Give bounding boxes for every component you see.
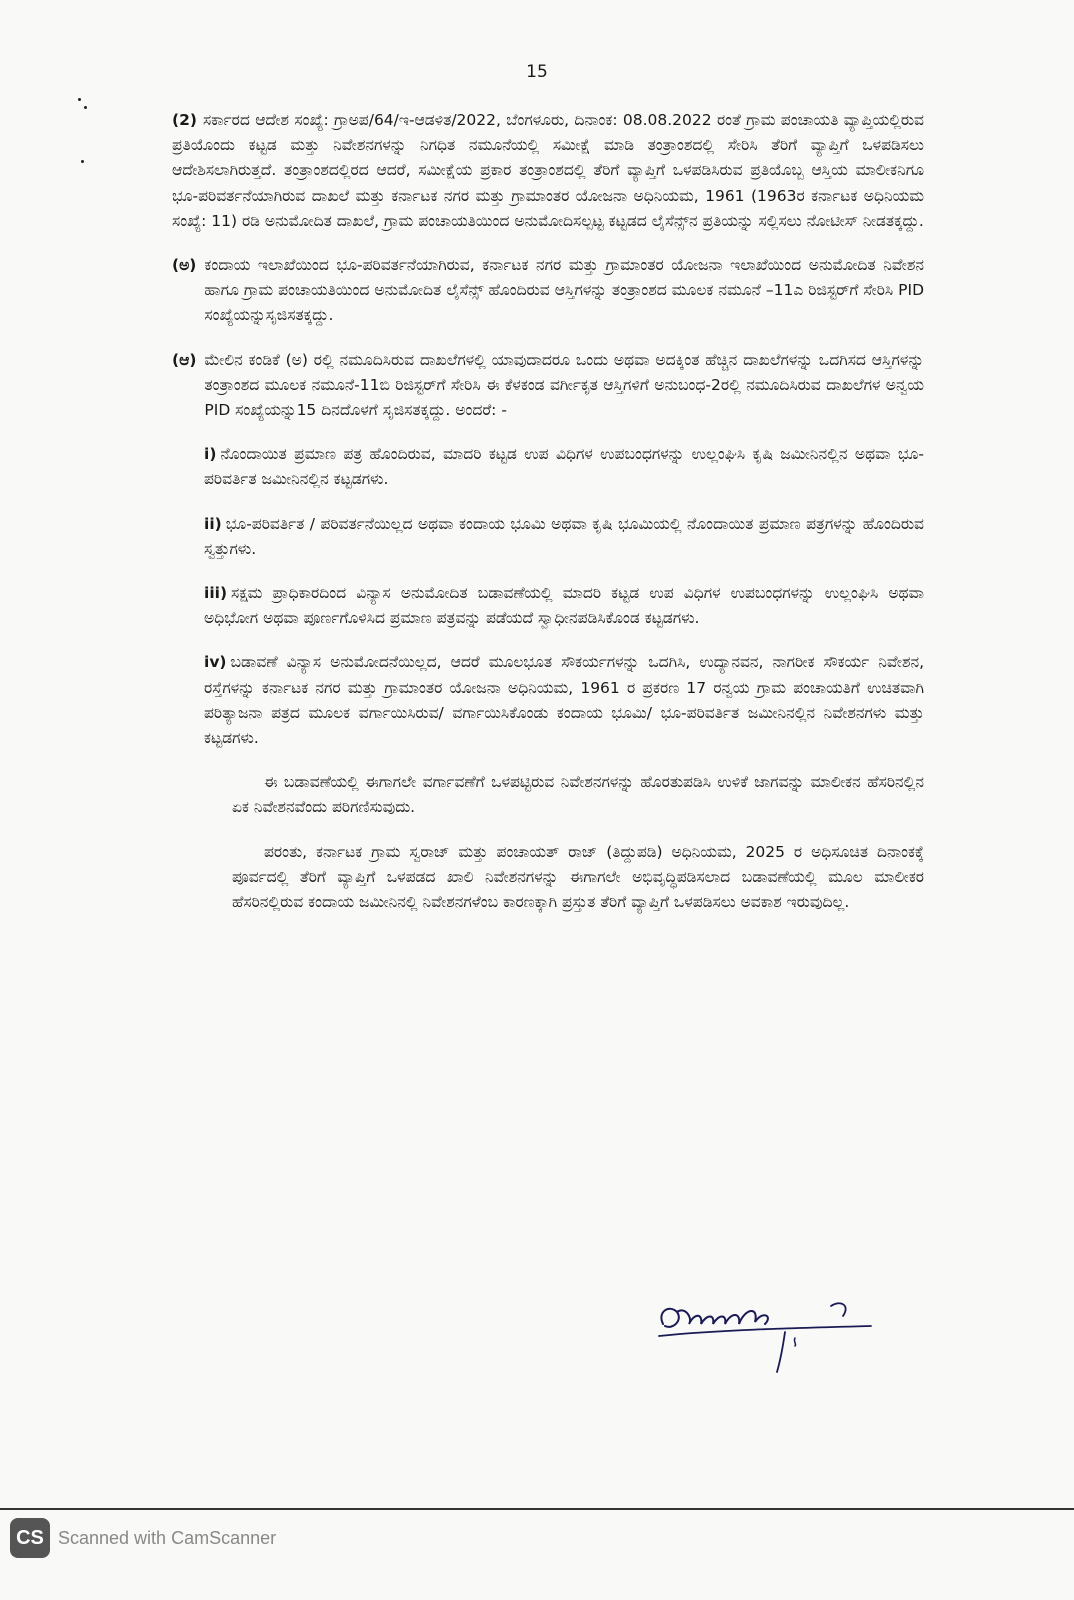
note-paragraph-1: ಈ ಬಡಾವಣೆಯಲ್ಲಿ ಈಗಾಗಲೇ ವರ್ಗಾವಣೆಗೆ ಒಳಪಟ್ಟಿರುವ ನಿವೇಶನಗಳನ್ನು ಹೊರತುಪಡಿಸಿ ಉಳಿಕೆ ಜಾಗವನ್ನು ಮಾಲೀಕನ ಹೆಸರಿನಲ್ಲಿನ ಏಕ ನಿವೇಶನವೆಂದು ಪರಿಗಣಿಸುವುದು. (232, 773, 924, 817)
page-number: 15 (526, 62, 548, 82)
condition-text: ಭೂ-ಪರಿವರ್ತಿತ / ಪರಿವರ್ತನೆಯಿಲ್ಲದ ಅಥವಾ ಕಂದಾಯ ಭೂಮಿ ಅಥವಾ ಕೃಷಿ ಭೂಮಿಯಲ್ಲಿ ನೊಂದಾಯಿತ ಪ್ರಮಾಣ ಪತ್ರಗಳನ್ನು ಹೊಂದಿರುವ ಸ್ವತ್ತುಗಳು. (204, 514, 924, 558)
clause-aa-text: ಮೇಲಿನ ಕಂಡಿಕೆ (ಅ) ರಲ್ಲಿ ನಮೂದಿಸಿರುವ ದಾಖಲೆಗಳಲ್ಲಿ ಯಾವುದಾದರೂ ಒಂದು ಅಥವಾ ಅದಕ್ಕಿಂತ ಹೆಚ್ಚಿನ ದಾಖಲೆಗಳನ್ನು ಒದಗಿಸದ ಆಸ್ತಿಗಳನ್ನು ತಂತ್ರಾಂಶದ ಮೂಲಕ ನಮೂನೆ-11ಬಿ ರಿಜಿಸ್ಟರ್‌ಗೆ ಸೇರಿಸಿ ಈ ಕೆಳಕಂಡ ವರ್ಗೀಕೃತ ಆಸ್ತಿಗಳಿಗೆ ಅನುಬಂಧ-2ರಲ್ಲಿ ನಮೂದಿಸಿರುವ ದಾಖಲೆಗಳ ಅನ್ವಯ PID ಸಂಖ್ಯೆಯನ್ನು15 ದಿನದೊಳಗೆ ಸೃಜಿಸತಕ್ಕದ್ದು. ಅಂದರೆ: - (204, 350, 924, 420)
intro-text: ಸರ್ಕಾರದ ಆದೇಶ ಸಂಖ್ಯೆ: ಗ್ರಾಅಪ/64/ಇ-ಆಡಳಿತ/2022, ಬೆಂಗಳೂರು, ದಿನಾಂಕ: 08.08.2022 ರಂತೆ ಗ್ರಾಮ ಪಂಚಾಯತಿ ವ್ಯಾಪ್ತಿಯಲ್ಲಿರುವ ಪ್ರತಿಯೊಂದು ಕಟ್ಟಡ ಮತ್ತು ನಿವೇಶನಗಳನ್ನು ನಿಗಧಿತ ನಮೂನೆಯಲ್ಲಿ ಸಮೀಕ್ಷೆ ಮಾಡಿ ತಂತ್ರಾಂಶದಲ್ಲಿ ಸೇರಿಸಿ ತೆರಿಗೆ ವ್ಯಾಪ್ತಿಗೆ ಒಳಪಡಿಸಲು ಆದೇಶಿಸಲಾಗಿರುತ್ತದೆ. ತಂತ್ರಾಂಶದಲ್ಲಿರದ ಆದರೆ, ಸಮೀಕ್ಷೆಯ ಪ್ರಕಾರ ತಂತ್ರಾಂಶದಲ್ಲಿ ತೆರಿಗೆ ವ್ಯಾಪ್ತಿಗೆ ಒಳಪಡಿಸಿರುವ ಪ್ರತಿಯೊಬ್ಬ ಆಸ್ತಿಯ ಮಾಲೀಕನಿಗೂ ಭೂ-ಪರಿವರ್ತನೆಯಾಗಿರುವ ದಾಖಲೆ ಮತ್ತು ಕರ್ನಾಟಕ ನಗರ ಮತ್ತು ಗ್ರಾಮಾಂತರ ಯೋಜನಾ ಅಧಿನಿಯಮ, 1961 (1963ರ ಕರ್ನಾಟಕ ಅಧಿನಿಯಮ ಸಂಖ್ಯೆ: 11) ರಡಿ ಅನುಮೋದಿತ ದಾಖಲೆ, ಗ್ರಾಮ ಪಂಚಾಯತಿಯಿಂದ ಅನುಮೋದಿಸಲ್ಪಟ್ಟ ಕಟ್ಟಡದ ಲೈಸೆನ್ಸ್‌ನ ಪ್ರತಿಯನ್ನು ಸಲ್ಲಿಸಲು ನೋಟೀಸ್ ನೀಡತಕ್ಕದ್ದು. (172, 111, 924, 230)
condition-label: i) (204, 445, 217, 464)
note-paragraph-2: ಪರಂತು, ಕರ್ನಾಟಕ ಗ್ರಾಮ ಸ್ವರಾಜ್ ಮತ್ತು ಪಂಚಾಯತ್ ರಾಜ್ (ತಿದ್ದುಪಡಿ) ಅಧಿನಿಯಮ, 2025 ರ ಅಧಿಸೂಚಿತ ದಿನಾಂಕಕ್ಕೆ ಪೂರ್ವದಲ್ಲಿ ತೆರಿಗೆ ವ್ಯಾಪ್ತಿಗೆ ಒಳಪಡದ ಖಾಲಿ ನಿವೇಶನಗಳನ್ನು ಈಗಾಗಲೇ ಅಭಿವೃದ್ಧಿಪಡಿಸಲಾದ ಬಡಾವಣೆಯಲ್ಲಿ ಮೂಲ ಮಾಲೀಕರ ಹೆಸರಿನಲ್ಲಿರುವ ಕಂದಾಯ ಜಮೀನಿನಲ್ಲಿ ನಿವೇಶನಗಳೆಂಬ ಕಾರಣಕ್ಕಾಗಿ ಪ್ರಸ್ತುತ ತೆರಿಗೆ ವ್ಯಾಪ್ತಿಗೆ ಒಳಪಡಿಸಲು ಅವಕಾಶ ಇರುವುದಿಲ್ಲ. (232, 842, 924, 912)
footer-divider (0, 1508, 1074, 1510)
condition-item (204, 650, 924, 751)
camscanner-watermark: Scanned with CamScanner (58, 1528, 277, 1548)
camscanner-logo-icon: CS (10, 1518, 50, 1558)
scan-speck (81, 160, 84, 163)
condition-text: ಸಕ್ಷಮ ಪ್ರಾಧಿಕಾರದಿಂದ ವಿನ್ಯಾಸ ಅನುಮೋದಿತ ಬಡಾವಣೆಯಲ್ಲಿ ಮಾದರಿ ಕಟ್ಟಡ ಉಪ ವಿಧಿಗಳ ಉಪಬಂಧಗಳನ್ನು ಉಲ್ಲಂಘಿಸಿ ಅಥವಾ ಅಧಿಭೋಗ ಅಥವಾ ಪೂರ್ಣಗೊಳಿಸಿದ ಪ್ರಮಾಣ ಪತ್ರವನ್ನು ಪಡೆಯದೆ ಸ್ವಾಧೀನಪಡಿಸಿಕೊಂಡ ಕಟ್ಟಡಗಳು. (204, 584, 924, 628)
scan-speck (78, 98, 81, 101)
condition-text: ಬಡಾವಣೆ ವಿನ್ಯಾಸ ಅನುಮೋದನೆಯಿಲ್ಲದ, ಆದರೆ ಮೂಲಭೂತ ಸೌಕರ್ಯಗಳನ್ನು ಒದಗಿಸಿ, ಉದ್ಯಾನವನ, ನಾಗರೀಕ ಸೌಕರ್ಯ ನಿವೇಶನ, ರಸ್ತೆಗಳನ್ನು ಕರ್ನಾಟಕ ನಗರ ಮತ್ತು ಗ್ರಾಮಾಂತರ ಯೋಜನಾ ಅಧಿನಿಯಮ, 1961 ರ ಪ್ರಕರಣ 17 ರನ್ವಯ ಗ್ರಾಮ ಪಂಚಾಯತಿಗೆ ಉಚಿತವಾಗಿ ಪರಿತ್ಯಾಜನಾ ಪತ್ರದ ಮೂಲಕ ವರ್ಗಾಯಿಸಿರುವ/ ವರ್ಗಾಯಿಸಿಕೊಂಡು ಕಂದಾಯ ಭೂಮಿ/ ಭೂ-ಪರಿವರ್ತಿತ ಜಮೀನಿನಲ್ಲಿನ ನಿವೇಶನಗಳು ಮತ್ತು ಕಟ್ಟಡಗಳು. (204, 653, 924, 748)
intro-label: (2) (172, 111, 197, 129)
intro-paragraph (172, 108, 924, 234)
clause-aa-label: (ಆ) (172, 350, 197, 369)
condition-item (204, 442, 924, 492)
condition-label: iii) (204, 584, 228, 603)
scan-speck (84, 106, 87, 109)
condition-item (204, 512, 924, 562)
clause-a-text: ಕಂದಾಯ ಇಲಾಖೆಯಿಂದ ಭೂ-ಪರಿವರ್ತನೆಯಾಗಿರುವ, ಕರ್ನಾಟಕ ನಗರ ಮತ್ತು ಗ್ರಾಮಾಂತರ ಯೋಜನಾ ಇಲಾಖೆಯಿಂದ ಅನುಮೋದಿತ ನಿವೇಶನ ಹಾಗೂ ಗ್ರಾಮ ಪಂಚಾಯತಿಯಿಂದ ಅನುಮೋದಿತ ಲೈಸೆನ್ಸ್ ಹೊಂದಿರುವ ಆಸ್ತಿಗಳನ್ನು ತಂತ್ರಾಂಶದ ಮೂಲಕ ನಮೂನೆ –11ಎ ರಿಜಿಸ್ಟರ್‌ಗೆ ಸೇರಿಸಿ PID ಸಂಖ್ಯೆಯನ್ನುಸೃಜಿಸತಕ್ಕದ್ದು. (204, 256, 924, 325)
handwritten-signature (655, 1282, 885, 1382)
condition-label: iv) (204, 653, 227, 672)
clause-a-label: (ಅ) (172, 256, 197, 275)
document-body (172, 108, 924, 934)
clause-a (172, 253, 924, 329)
condition-text: ನೊಂದಾಯಿತ ಪ್ರಮಾಣ ಪತ್ರ ಹೊಂದಿರುವ, ಮಾದರಿ ಕಟ್ಟಡ ಉಪ ವಿಧಿಗಳ ಉಪಬಂಧಗಳನ್ನು ಉಲ್ಲಂಘಿಸಿ ಕೃಷಿ ಜಮೀನಿನಲ್ಲಿನ ಅಥವಾ ಭೂ-ಪರಿವರ್ತಿತ ಜಮೀನಿನಲ್ಲಿನ ಕಟ್ಟಡಗಳು. (204, 445, 924, 489)
conditions-list (204, 442, 924, 751)
condition-label: ii) (204, 514, 222, 533)
condition-item (204, 581, 924, 631)
clause-aa (172, 348, 924, 424)
